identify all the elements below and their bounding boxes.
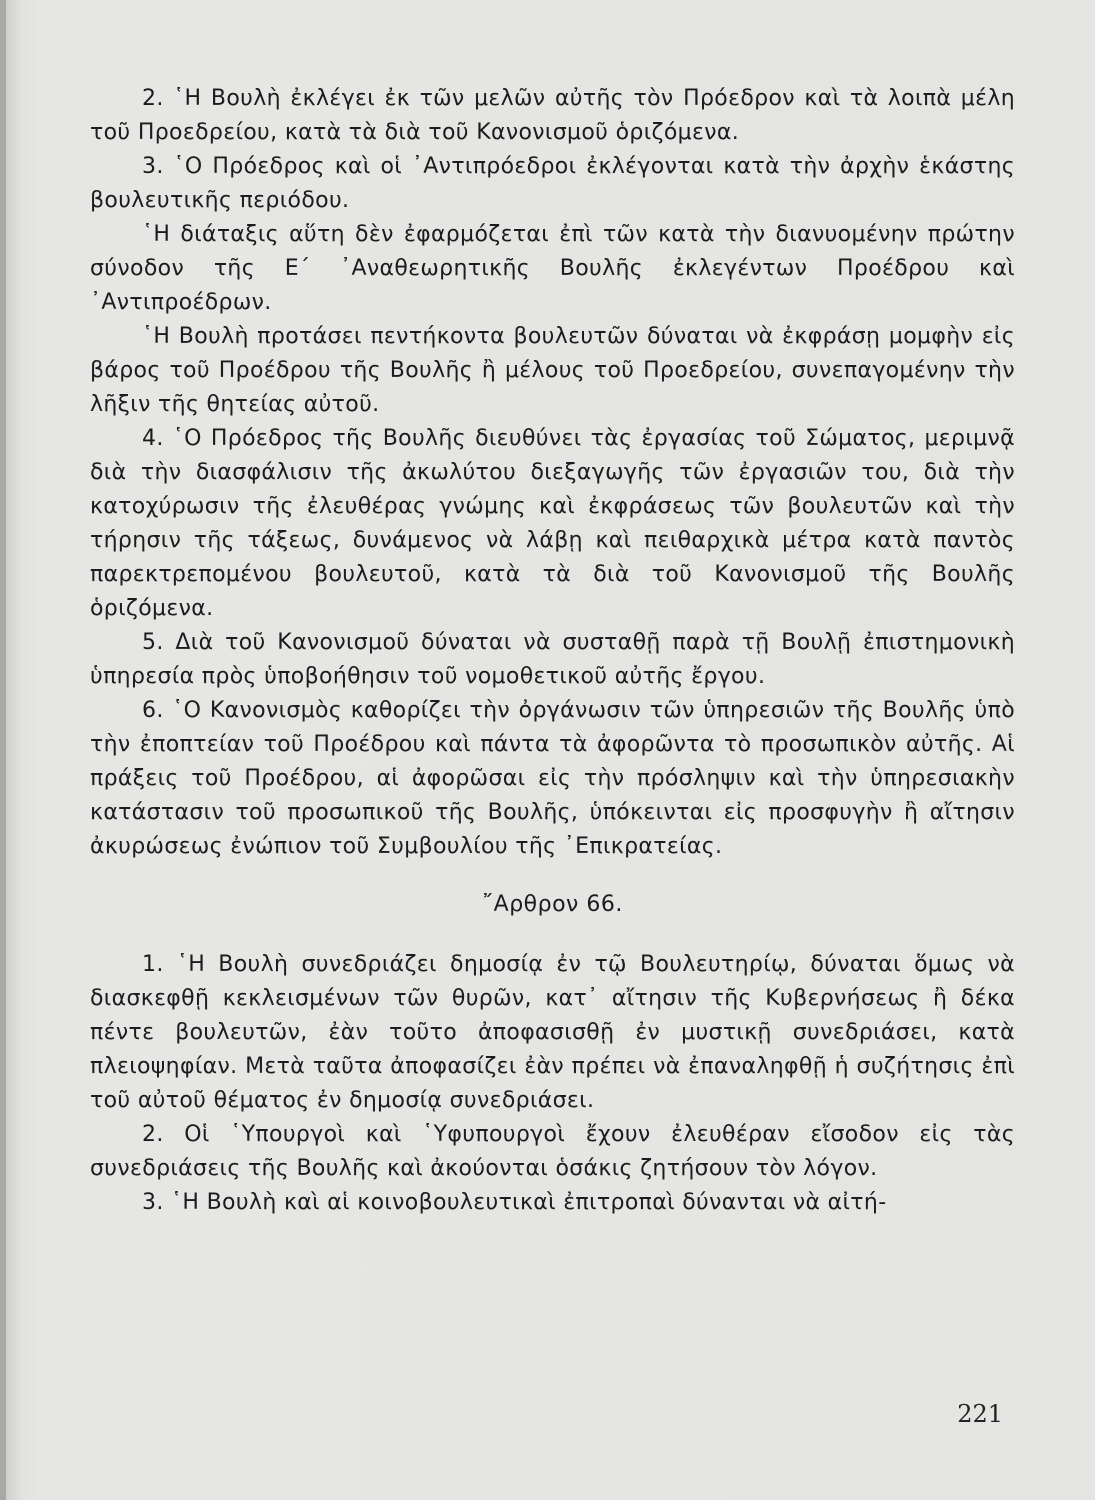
paragraph-article-65-4: 4. ῾Ο Πρόεδρος τῆς Βουλῆς διευθύνει τὰς ἐργασίας τοῦ Σώματος, μεριμνᾷ διὰ τὴν διασφάλισιν τῆς ἀκωλύτου διεξαγωγῆς τῶν ἐργασιῶν του, διὰ τὴν κατοχύρωσιν τῆς ἐλευθέρας γνώμης καὶ ἐκφράσεως τῶν βουλευτῶν καὶ τὴν τήρησιν τῆς τάξεως, δυνάμενος νὰ λάβῃ καὶ πειθαρχικὰ μέτρα κατὰ παντὸς παρεκτρεπομένου βουλευτοῦ, κατὰ τὰ διὰ τοῦ Κανονισμοῦ τῆς Βουλῆς ὁριζόμενα. (90, 426, 1015, 621)
paragraph-article-65-2: 2. ῾Η Βουλὴ ἐκλέγει ἐκ τῶν μελῶν αὐτῆς τὸν Πρόεδρον καὶ τὰ λοιπὰ μέλη τοῦ Προεδρείου, κατὰ τὰ διὰ τοῦ Κανονισμοῦ ὁριζόμενα. (90, 86, 1015, 145)
page-body (90, 82, 1015, 1220)
paragraph-article-66-3: 3. ῾Η Βουλὴ καὶ αἱ κοινοβουλευτικαὶ ἐπιτροπαὶ δύνανται νὰ αἰτή- (142, 1190, 887, 1215)
paragraph-article-65-6: 6. ῾Ο Κανονισμὸς καθορίζει τὴν ὀργάνωσιν τῶν ὑπηρεσιῶν τῆς Βουλῆς ὑπὸ τὴν ἐποπτείαν τοῦ Προέδρου καὶ πάντα τὰ ἀφορῶντα τὸ προσωπικὸν αὐτῆς. Αἱ πράξεις τοῦ Προέδρου, αἱ ἀφορῶσαι εἰς τὴν πρόσληψιν καὶ τὴν ὑπηρεσιακὴν κατάστασιν τοῦ προσωπικοῦ τῆς Βουλῆς, ὑπόκεινται εἰς προσφυγὴν ἢ αἴτησιν ἀκυρώσεως ἐνώπιον τοῦ Συμβουλίου τῆς ᾿Επικρατείας. (90, 698, 1015, 859)
page-number: 221 (957, 1400, 1003, 1428)
paragraph-article-65-3-provision: ῾Η διάταξις αὕτη δὲν ἐφαρμόζεται ἐπὶ τῶν κατὰ τὴν διανυομένην πρώτην σύνοδον τῆς Ε΄ ᾿Αναθεωρητικῆς Βουλῆς ἐκλεγέντων Προέδρου καὶ ᾿Αντιπροέδρων. (90, 222, 1015, 315)
paragraph-article-66-2: 2. Οἱ ῾Υπουργοὶ καὶ ῾Υφυπουργοὶ ἔχουν ἐλευθέραν εἴσοδον εἰς τὰς συνεδριάσεις τῆς Βουλῆς καὶ ἀκούονται ὁσάκις ζητήσουν τὸν λόγον. (90, 1122, 1015, 1181)
binding-edge (0, 0, 6, 1500)
paragraph-article-66-1: 1. ῾Η Βουλὴ συνεδριάζει δημοσίᾳ ἐν τῷ Βουλευτηρίῳ, δύναται ὅμως νὰ διασκεφθῇ κεκλεισμένων τῶν θυρῶν, κατ᾿ αἴτησιν τῆς Κυβερνήσεως ἢ δέκα πέντε βουλευτῶν, ἐὰν τοῦτο ἀποφασισθῇ ἐν μυστικῇ συνεδριάσει, κατὰ πλειοψηφίαν. Μετὰ ταῦτα ἀποφασίζει ἐὰν πρέπει νὰ ἐπαναληφθῇ ἡ συζήτησις ἐπὶ τοῦ αὐτοῦ θέματος ἐν δημοσίᾳ συνεδριάσει. (90, 952, 1015, 1113)
article-heading: ῎Αρθρον 66. (482, 892, 623, 917)
paragraph-article-65-5: 5. Διὰ τοῦ Κανονισμοῦ δύναται νὰ συσταθῇ παρὰ τῇ Βουλῇ ἐπιστημονικὴ ὑπηρεσία πρὸς ὑποβοήθησιν τοῦ νομοθετικοῦ αὐτῆς ἔργου. (90, 630, 1015, 689)
paragraph-article-65-3-censure: ῾Η Βουλὴ προτάσει πεντήκοντα βουλευτῶν δύναται νὰ ἐκφράσῃ μομφὴν εἰς βάρος τοῦ Προέδρου τῆς Βουλῆς ἢ μέλους τοῦ Προεδρείου, συνεπαγομένην τὴν λῆξιν τῆς θητείας αὐτοῦ. (90, 324, 1015, 417)
paragraph-article-65-3: 3. ῾Ο Πρόεδρος καὶ οἱ ᾿Αντιπρόεδροι ἐκλέγονται κατὰ τὴν ἀρχὴν ἑκάστης βουλευτικῆς περιόδου. (90, 154, 1015, 213)
